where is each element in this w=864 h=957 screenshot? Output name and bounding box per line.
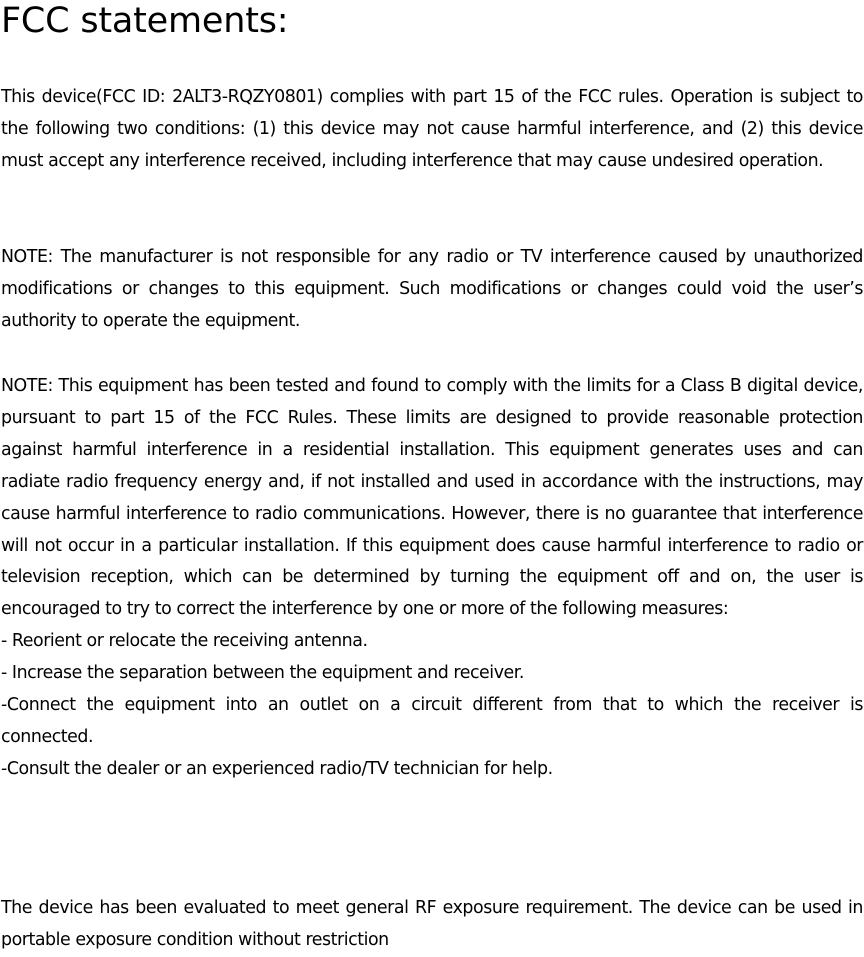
measures-list xyxy=(1,626,863,786)
modifications-note-paragraph: NOTE: The manufacturer is not responsible for any radio or TV interference caused by unauthorized modifications or changes to this equipment. Such modifications or changes could void the user’s authority to operate the equipment. xyxy=(1,247,863,331)
compliance-paragraph: This device(FCC ID: 2ALT3-RQZY0801) complies with part 15 of the FCC rules. Operation is subject to the following two conditions: (1) this device may not cause harmful interference, and (2) this device must accept any interference received, including interference that may cause undesired operation. xyxy=(1,87,863,171)
measure-item: - Increase the separation between the equipment and receiver. xyxy=(1,663,524,684)
page-title: FCC statements: xyxy=(1,1,289,41)
measure-item: -Connect the equipment into an outlet on a circuit different from that to which the receiver is connected. xyxy=(1,695,863,747)
class-b-note-paragraph: NOTE: This equipment has been tested and found to comply with the limits for a Class B digital device, pursuant to part 15 of the FCC Rules. These limits are designed to provide reasonable protection against harmful interference in a residential installation. This equipment generates uses and can radiate radio frequency energy and, if not installed and used in accordance with the instructions, may cause harmful interference to radio communications. However, there is no guarantee that interference will not occur in a particular installation. If this equipment does cause harmful interference to radio or television reception, which can be determined by turning the equipment off and on, the user is encouraged to try to correct the interference by one or more of the following measures: xyxy=(1,376,863,620)
class-b-note-section xyxy=(1,371,863,786)
measure-item: - Reorient or relocate the receiving antenna. xyxy=(1,631,368,652)
rf-exposure-paragraph: The device has been evaluated to meet general RF exposure requirement. The device can be used in portable exposure condition without restriction xyxy=(1,898,863,950)
measure-item: -Consult the dealer or an experienced radio/TV technician for help. xyxy=(1,758,553,779)
